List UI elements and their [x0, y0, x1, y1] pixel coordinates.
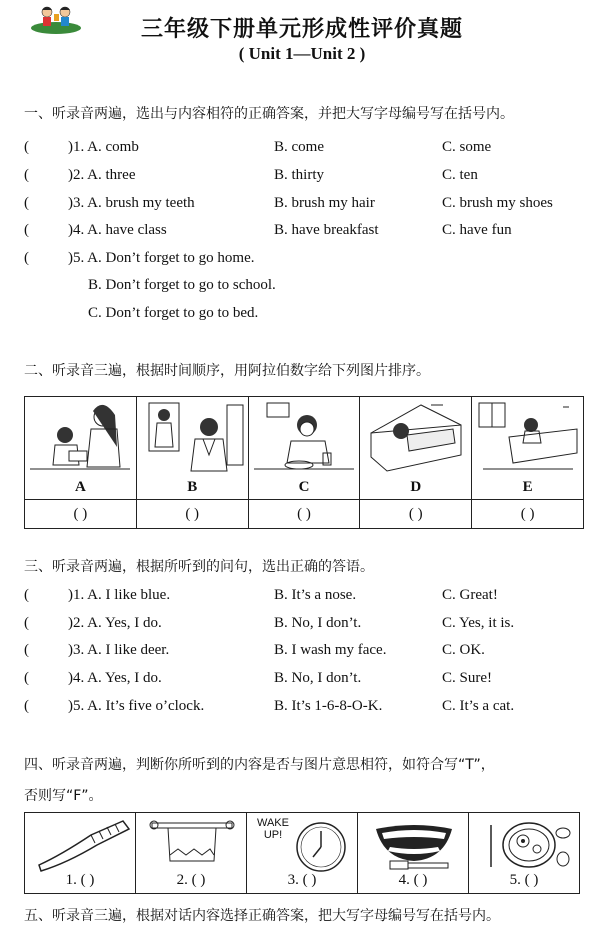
option-c: C. Yes, it is. — [442, 615, 515, 631]
option-c: C. have fun — [442, 222, 512, 238]
answer-paren[interactable]: ( — [24, 698, 29, 714]
section5-heading: 五、听录音三遍，根据对话内容选择正确答案，把大写字母编号写在括号内。 — [24, 908, 500, 924]
option-a: )5. A. It’s five o’clock. — [68, 698, 205, 714]
option-a: )2. A. Yes, I do. — [68, 615, 162, 631]
option-b: B. No, I don’t. — [274, 615, 362, 631]
answer-paren[interactable]: ( — [24, 139, 29, 155]
option-a: )3. A. brush my teeth — [68, 195, 195, 211]
order-answer-box[interactable]: ( ) — [136, 500, 248, 529]
option-c: C. It’s a cat. — [442, 698, 515, 714]
boy-sleeping-picture-icon — [361, 397, 471, 475]
question-row — [24, 698, 584, 718]
tf-answer[interactable]: 4. ( ) — [398, 872, 428, 888]
option-b: B. It’s 1-6-8-O-K. — [274, 698, 383, 714]
option-a: )2. A. three — [68, 167, 136, 183]
picture-cell — [247, 813, 358, 894]
page-subtitle: ( Unit 1—Unit 2 ) — [238, 44, 366, 63]
option-c: C. brush my shoes — [442, 195, 553, 211]
clock-picture-icon — [291, 817, 351, 877]
answer-paren[interactable]: ( — [24, 250, 29, 266]
option-b: B. Don’t forget to go to school. — [88, 277, 276, 293]
picture-letter: A — [74, 479, 86, 495]
boy-going-to-school-picture-icon — [137, 397, 247, 475]
option-a: )4. A. Yes, I do. — [68, 670, 162, 686]
option-a: )4. A. have class — [68, 222, 167, 238]
option-c: C. OK. — [442, 642, 485, 658]
picture-cell — [25, 813, 136, 894]
option-b: B. have breakfast — [274, 222, 379, 238]
option-b: B. brush my hair — [274, 195, 375, 211]
answer-paren[interactable]: ( — [24, 615, 29, 631]
option-c: C. some — [442, 139, 492, 155]
true-false-picture-table — [24, 812, 580, 894]
section3-heading: 三、听录音两遍，根据所听到的问句，选出正确的答语。 — [24, 559, 374, 575]
option-a: )5. A. Don’t forget to go home. — [68, 250, 255, 266]
picture-cell — [472, 397, 584, 500]
order-answer-box[interactable]: ( ) — [248, 500, 360, 529]
order-answer-box[interactable]: ( ) — [472, 500, 584, 529]
question-row — [24, 670, 584, 690]
option-c: C. ten — [442, 167, 478, 183]
option-b: B. I wash my face. — [274, 642, 387, 658]
picture-order-table — [24, 396, 584, 529]
answer-paren[interactable]: ( — [24, 670, 29, 686]
option-c: C. Don’t forget to go to bed. — [88, 305, 259, 321]
picture-cell — [136, 813, 247, 894]
section4-heading: 四、听录音两遍，判断你所听到的内容是否与图片意思相符，如符合写“T”， — [24, 757, 495, 773]
picture-letter: B — [187, 479, 198, 495]
tf-answer[interactable]: 1. ( ) — [65, 872, 95, 888]
tf-answer[interactable]: 3. ( ) — [287, 872, 317, 888]
comb-picture-icon — [31, 815, 131, 875]
question-row — [24, 587, 584, 607]
option-a: )1. A. comb — [68, 139, 139, 155]
option-c: C. Great! — [442, 587, 498, 603]
wake-label: WAKE — [257, 817, 289, 829]
picture-cell — [25, 397, 137, 500]
answer-paren[interactable]: ( — [24, 587, 29, 603]
teeth-toothbrush-picture-icon — [364, 815, 464, 877]
option-a: )3. A. I like deer. — [68, 642, 170, 658]
answer-paren[interactable]: ( — [24, 222, 29, 238]
order-answer-box[interactable]: ( ) — [360, 500, 472, 529]
picture-cell — [360, 397, 472, 500]
answer-paren[interactable]: ( — [24, 642, 29, 658]
towel-rack-picture-icon — [142, 815, 242, 875]
tf-answer[interactable]: 2. ( ) — [176, 872, 206, 888]
section2-heading: 二、听录音三遍，根据时间顺序，用阿拉伯数字给下列图片排序。 — [24, 363, 430, 379]
picture-cell — [136, 397, 248, 500]
picture-cell — [469, 813, 580, 894]
option-c: C. Sure! — [442, 670, 492, 686]
question-row — [24, 615, 584, 635]
option-a: )1. A. I like blue. — [68, 587, 171, 603]
picture-letter: D — [410, 479, 422, 495]
option-b: B. It’s a nose. — [274, 587, 357, 603]
question-row — [24, 642, 584, 662]
section1-heading: 一、听录音两遍，选出与内容相符的正确答案，并把大写字母编号写在括号内。 — [24, 106, 514, 122]
mother-child-reading-picture-icon — [25, 397, 135, 475]
question-row — [24, 167, 584, 187]
breakfast-plate-picture-icon — [475, 815, 575, 875]
question-row — [24, 139, 584, 159]
boy-waking-up-picture-icon — [473, 397, 583, 475]
picture-cell — [358, 813, 469, 894]
section4-heading-cont: 否则写“F”。 — [24, 788, 103, 804]
picture-cell — [248, 397, 360, 500]
question-row — [24, 195, 584, 215]
boy-eating-breakfast-picture-icon — [249, 397, 359, 475]
up-label: UP! — [263, 829, 283, 841]
question-row — [24, 222, 584, 242]
page-title: 三年级下册单元形成性评价真题 — [140, 17, 463, 42]
answer-paren[interactable]: ( — [24, 195, 29, 211]
question-row — [24, 250, 584, 270]
option-b: B. come — [274, 139, 324, 155]
picture-letter: C — [298, 479, 310, 495]
picture-letter: E — [522, 479, 533, 495]
answer-paren[interactable]: ( — [24, 167, 29, 183]
option-b: B. thirty — [274, 167, 325, 183]
tf-answer[interactable]: 5. ( ) — [509, 872, 539, 888]
order-answer-box[interactable]: ( ) — [25, 500, 137, 529]
option-b: B. No, I don’t. — [274, 670, 362, 686]
